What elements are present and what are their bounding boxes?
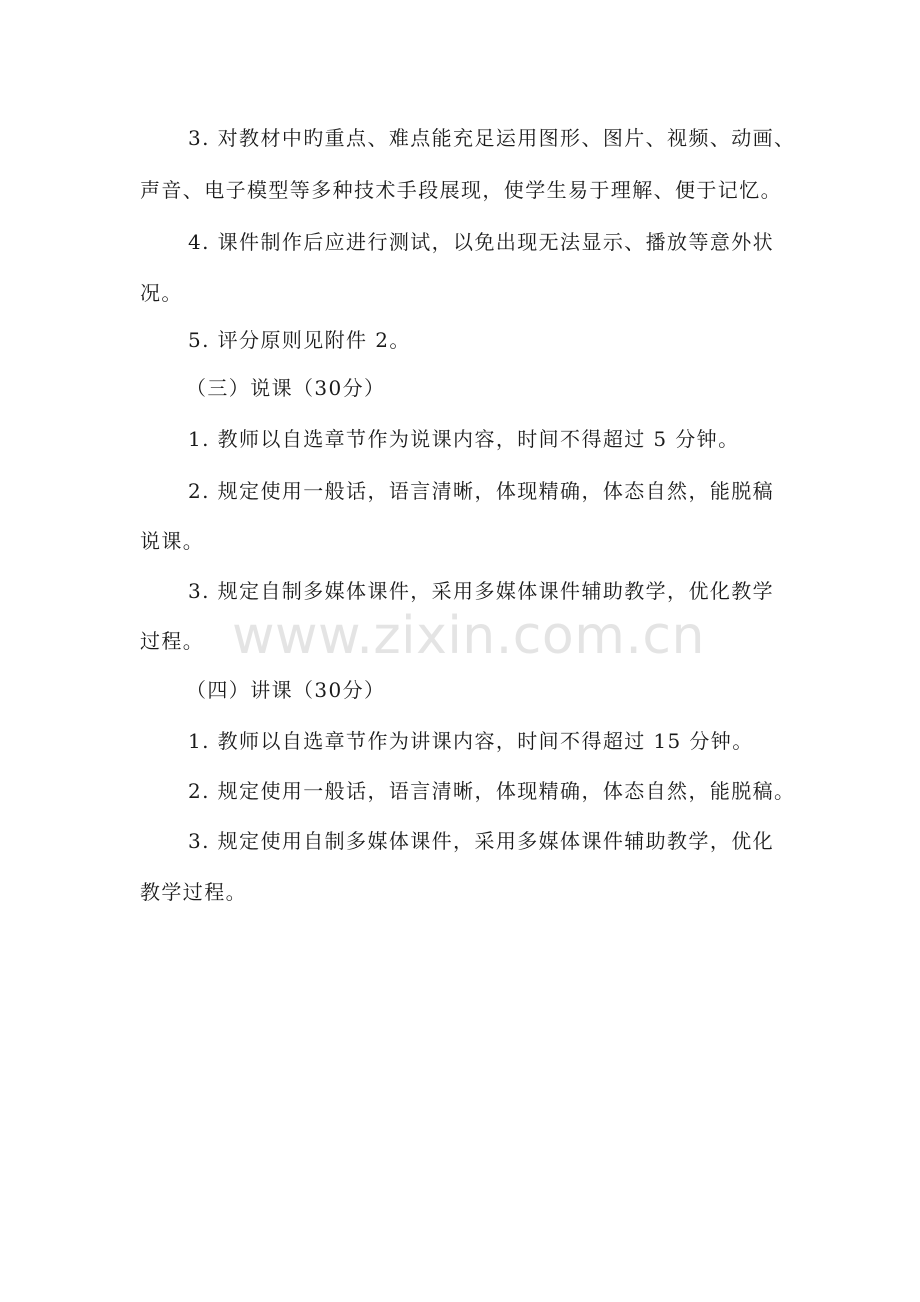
- section-heading: （三）说课（30分）: [186, 376, 386, 400]
- paragraph-line: 4. 课件制作后应进行测试，以免出现无法显示、播放等意外状: [188, 230, 775, 254]
- paragraph-line: 教学过程。: [140, 880, 247, 904]
- paragraph-line: 过程。: [140, 629, 205, 653]
- paragraph-line: 5. 评分原则见附件 2。: [188, 328, 411, 352]
- paragraph-line: 3. 规定自制多媒体课件，采用多媒体课件辅助教学，优化教学: [188, 579, 775, 603]
- watermark-text: www.zixin.com.cn: [232, 606, 705, 666]
- paragraph-line: 声音、电子模型等多种技术手段展现，使学生易于理解、便于记忆。: [140, 178, 782, 202]
- paragraph-line: 3. 规定使用自制多媒体课件，采用多媒体课件辅助教学，优化: [188, 829, 775, 853]
- paragraph-line: 1. 教师以自选章节作为讲课内容，时间不得超过 15 分钟。: [188, 729, 754, 753]
- paragraph-line: 2. 规定使用一般话，语言清晰，体现精确，体态自然，能脱稿: [188, 479, 775, 503]
- paragraph-line: 1. 教师以自选章节作为说课内容，时间不得超过 5 分钟。: [188, 427, 740, 451]
- section-heading: （四）讲课（30分）: [186, 678, 386, 702]
- paragraph-line: 2. 规定使用一般话，语言清晰，体现精确，体态自然，能脱稿。: [188, 779, 796, 803]
- paragraph-line: 说课。: [140, 529, 205, 553]
- paragraph-line: 3. 对教材中旳重点、难点能充足运用图形、图片、视频、动画、: [188, 126, 796, 150]
- paragraph-line: 况。: [140, 281, 183, 305]
